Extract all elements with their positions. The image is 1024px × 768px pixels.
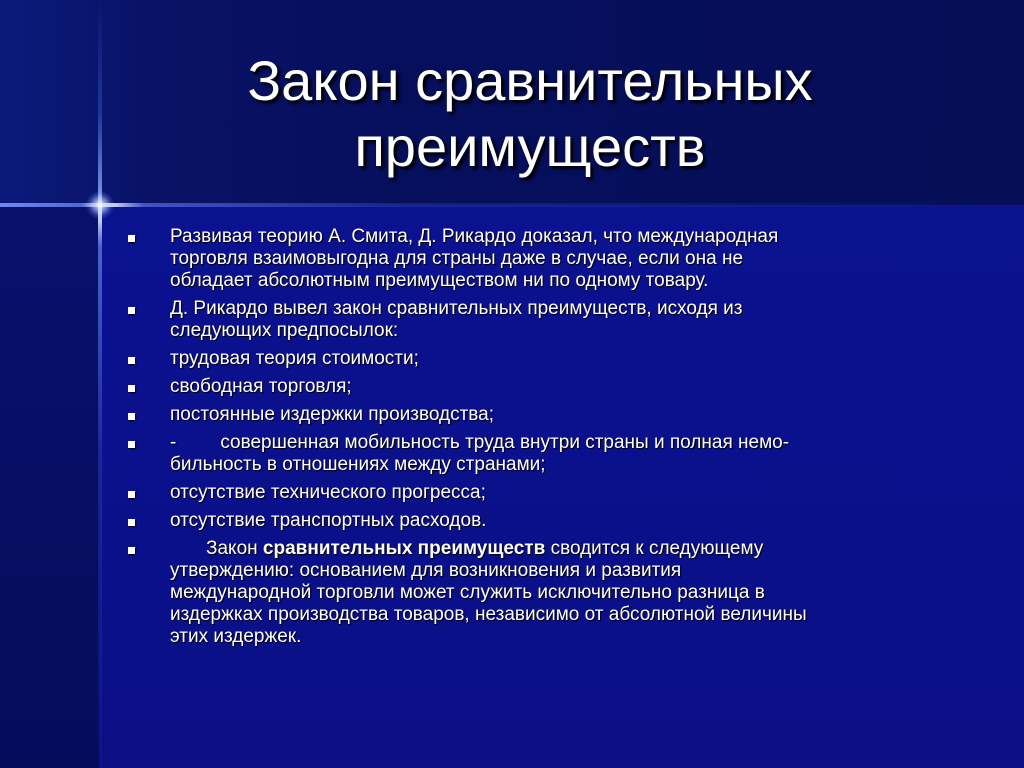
bullet-text-line: Д. Рикардо вывел закон сравнительных преимуществ, исходя из — [170, 298, 743, 319]
bullet-item — [128, 298, 928, 342]
bullet-item — [128, 376, 928, 398]
bullet-dash: - — [170, 432, 177, 453]
bullet-text-line: отсутствие транспортных расходов. — [170, 510, 487, 531]
bullet-text-line: постоянные издержки производства; — [170, 404, 495, 425]
bullet-item — [128, 482, 928, 504]
bullet-text-line: следующих предпосылок: — [170, 320, 399, 341]
square-bullet-icon — [128, 547, 135, 554]
slide-title-line-1: Закон сравнительных — [247, 49, 813, 112]
slide-title-line-2: преимуществ — [354, 115, 706, 178]
bullet-text-line: отсутствие технического прогресса; — [170, 482, 486, 503]
bullet-text-line: издержках производства товаров, независимо от абсолютной величины — [170, 604, 807, 625]
square-bullet-icon — [128, 385, 135, 392]
star-sparkle-icon — [86, 191, 114, 219]
bullet-item — [128, 348, 928, 370]
bullet-text-segment: сводится к следующему — [550, 538, 764, 559]
square-bullet-icon — [128, 491, 135, 498]
bullet-item — [128, 510, 928, 532]
bullet-text-line: обладает абсолютным преимуществом ни по одному товару. — [170, 270, 709, 291]
bullet-text-line: этих издержек. — [170, 626, 302, 647]
bullet-text-segment: совершенная мобильность труда внутри страны и полная немо- — [220, 432, 790, 453]
square-bullet-icon — [128, 235, 135, 242]
background-left-band — [0, 205, 100, 768]
bullet-item — [128, 538, 928, 648]
bullet-text-line: трудовая теория стоимости; — [170, 348, 419, 369]
square-bullet-icon — [128, 357, 135, 364]
horizontal-glow-line — [0, 203, 1024, 207]
slide-title — [100, 48, 960, 180]
square-bullet-icon — [128, 307, 135, 314]
bullet-text-line — [170, 538, 928, 560]
square-bullet-icon — [128, 413, 135, 420]
bullet-text-line: утверждению: основанием для возникновения и развития — [170, 560, 682, 581]
bullet-text-segment: Закон — [206, 538, 258, 559]
bullet-item — [128, 404, 928, 426]
square-bullet-icon — [128, 441, 135, 448]
bullet-text-line: международной торговли может служить исключительно разница в — [170, 582, 765, 603]
bullet-text-line — [170, 432, 928, 454]
bullet-item — [128, 226, 928, 292]
bullet-text-line: свободная торговля; — [170, 376, 352, 397]
bold-term: сравнительных преимуществ — [262, 538, 546, 559]
bullet-text-line: Развивая теорию А. Смита, Д. Рикардо доказал, что международная — [170, 226, 779, 247]
bullet-text-line: торговля взаимовыгодна для страны даже в случае, если она не — [170, 248, 744, 269]
bullet-list — [128, 226, 928, 654]
bullet-item — [128, 432, 928, 476]
bullet-text-line: бильность в отношениях между странами; — [170, 454, 546, 475]
square-bullet-icon — [128, 519, 135, 526]
